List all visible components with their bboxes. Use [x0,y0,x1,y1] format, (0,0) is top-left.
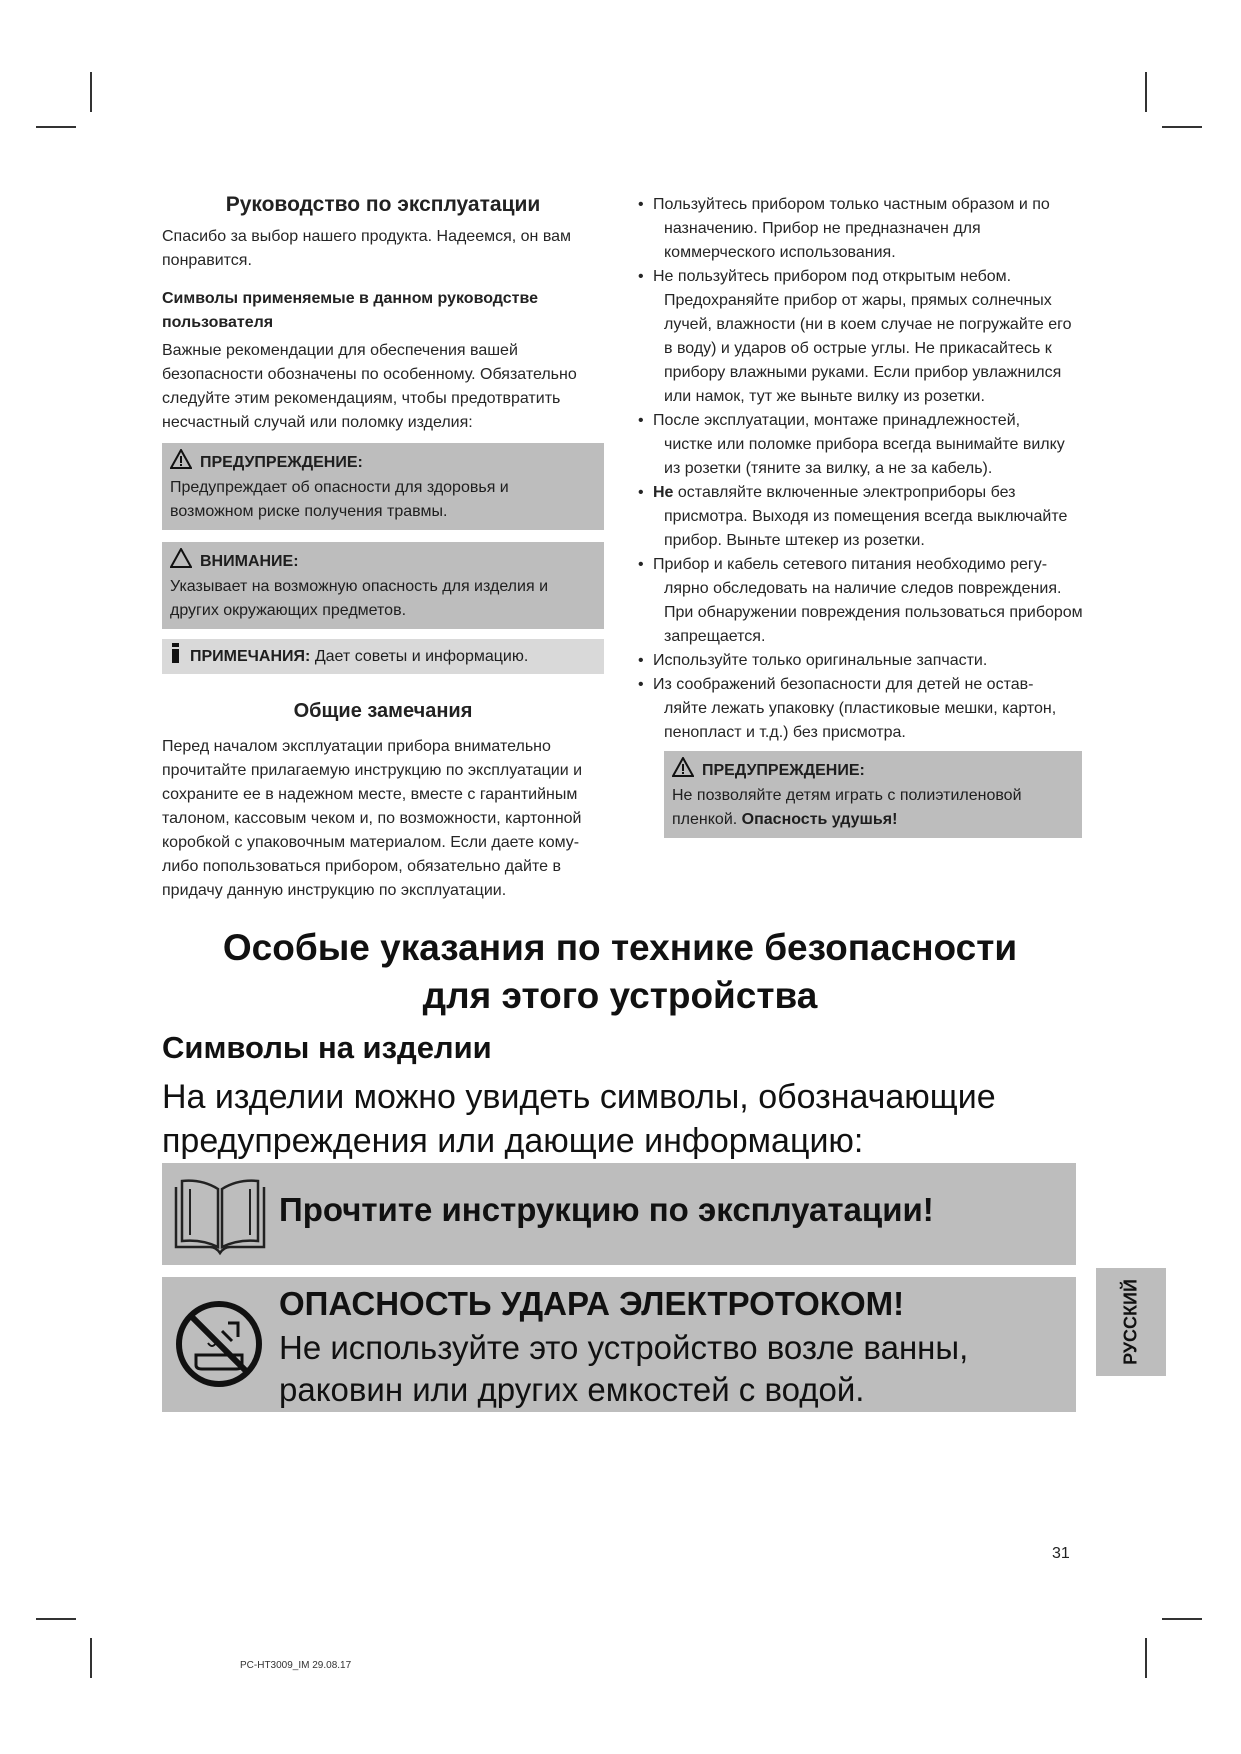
list-item: • Используйте только оригинальные запчасти. [638,649,1084,673]
list-item: • Из соображений безопасности для детей не остав- ляйте лежать упаковку (пластиковые мешки, картон, пенопласт и т.д.) без присмотра. [638,673,1084,745]
language-label: РУССКИЙ [1120,1279,1141,1365]
language-tab [1096,1268,1166,1376]
read-manual-band [162,1163,1076,1265]
child-warning-box [664,751,1082,838]
crop-mark [1162,1618,1202,1620]
footer-code: PC-HT3009_IM 29.08.17 [240,1660,352,1671]
no-water-icon [172,1297,266,1396]
child-warning-text: Не позволяйте детям играть с полиэтиленовой пленкой. [672,787,1022,828]
safety-list [638,193,1084,745]
crop-mark [1162,126,1202,128]
list-item: • Прибор и кабель сетевого питания необходимо регу- лярно обследовать на наличие следов повреждения. При обнаружении повреждения пользоваться прибором запрещается. [638,553,1084,649]
read-manual-text: Прочтите инструкцию по эксплуатации! [279,1191,934,1228]
caution-text: Указывает на возможную опасность для изделия и других окружающих предметов. [170,578,548,619]
note-label: ПРИМЕЧАНИЯ: [190,647,311,665]
page-number: 31 [1052,1545,1070,1562]
crop-mark [1145,1638,1147,1678]
warning-text: Предупреждает об опасности для здоровья и возможном риске получения травмы. [170,479,509,520]
list-item: • Не пользуйтесь прибором под открытым небом. Предохраняйте прибор от жары, прямых солнечных лучей, влажности (ни в коем случае не погружайте его в воду) и ударов об острые углы. Не прикасайтесь к прибору влажными руками. Если прибор увлажнился или намок, тут же выньте вилку из розетки. [638,265,1084,409]
note-text: Дает советы и информацию. [314,647,529,665]
list-item: • Пользуйтесь прибором только частным образом и по назначению. Прибор не предназначен для коммерческого использования. [638,193,1084,265]
note-box [162,639,604,674]
child-warning-bold: Опасность удушья! [741,811,898,828]
caution-triangle-icon [170,548,192,575]
right-column [638,193,1084,838]
product-symbols-text: На изделии можно увидеть символы, обозначающие предупреждения или дающие информацию: [162,1078,996,1160]
list-item: • После эксплуатации, монтаже принадлежностей, чистке или поломке прибора всегда вынимайте вилку из розетки (тяните за вилку, а не за кабель). [638,409,1084,481]
shock-heading: ОПАСНОСТЬ УДАРА ЭЛЕКТРОТОКОМ! [279,1285,905,1322]
caution-box [162,542,604,629]
crop-mark [36,1618,76,1620]
general-text: Перед началом эксплуатации прибора внимательно прочитайте прилагаемую инструкцию по эксплуатации и сохраните ее в надежном месте, вместе с гарантийным талоном, кассовым чеком и, по возможности, картонной коробкой с упаковочным материалом. Если даете кому-либо попользоваться прибором, обязательно дайте в придачу данную инструкцию по эксплуатации. [162,738,583,899]
symbols-text: Важные рекомендации для обеспечения вашей безопасности обозначены по особенному. Обязательно следуйте этим рекомендациям, чтобы предотвратить несчастный случай или поломку изделия: [162,342,577,431]
caution-label: ВНИМАНИЕ: [200,552,299,570]
warning-box [162,443,604,530]
intro-text: Спасибо за выбор нашего продукта. Надеемся, он вам понравится. [162,228,572,269]
child-warning-label: ПРЕДУПРЕЖДЕНИЕ: [702,761,865,779]
symbols-heading: Символы применяемые в данном руководстве пользователя [162,290,538,331]
product-symbols-heading: Символы на изделии [162,1030,492,1065]
warning-label: ПРЕДУПРЕЖДЕНИЕ: [200,453,363,471]
crop-mark [90,1638,92,1678]
warning-triangle-icon [672,757,694,784]
general-title: Общие замечания [293,700,473,722]
left-column [162,193,604,903]
info-icon [170,643,182,670]
crop-mark [90,72,92,112]
shock-text: Не используйте это устройство возле ванны, раковин или других емкостей с водой. [279,1329,969,1408]
warning-triangle-icon [170,449,192,476]
safety-title: Особые указания по технике безопасности для этого устройства [222,927,1018,1016]
electric-shock-band [162,1277,1076,1412]
crop-mark [36,126,76,128]
manual-title: Руководство по эксплуатации [225,193,541,216]
book-icon [172,1173,268,1262]
crop-mark [1145,72,1147,112]
list-item: • Не оставляйте включенные электроприборы без присмотра. Выходя из помещения всегда выключайте прибор. Выньте штекер из розетки. [638,481,1084,553]
